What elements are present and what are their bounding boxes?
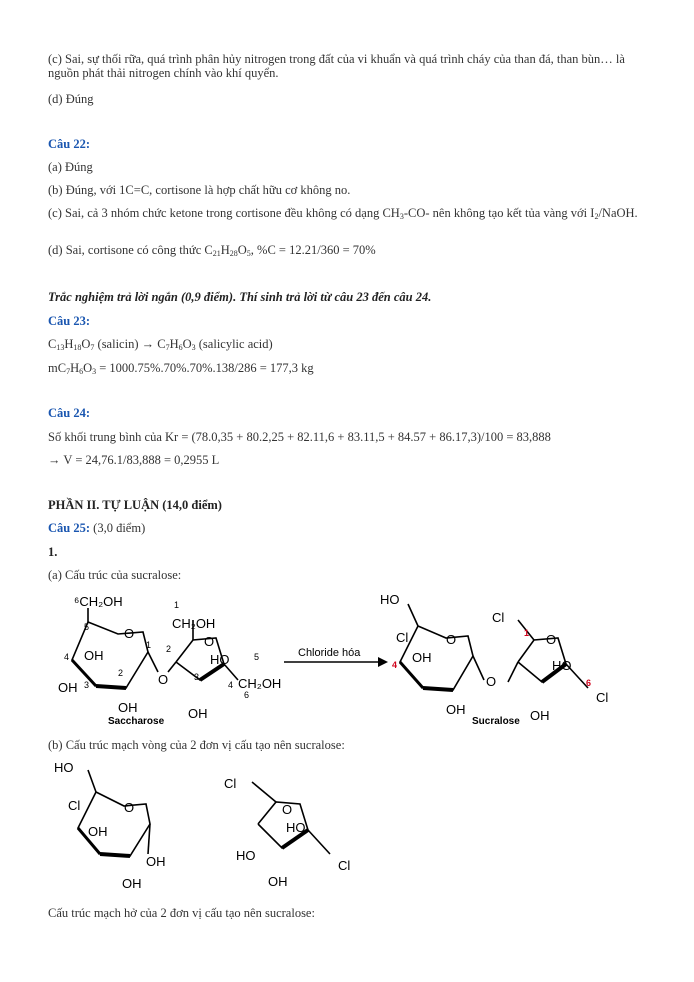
label-fructose-c1: 1 xyxy=(174,600,180,610)
label-c2: 2 xyxy=(118,668,124,678)
saccharose-label: Saccharose xyxy=(108,716,165,727)
sucralose-ring-o2: O xyxy=(546,632,557,647)
label-fructose-c5: 5 xyxy=(254,652,260,662)
saccharose-oh-3: OH xyxy=(58,680,78,695)
caption-sucralose-structure: (a) Cấu trúc của sucralose: xyxy=(48,568,182,582)
unit1-cl: Cl xyxy=(68,798,81,813)
label-fructose-c3: 3 xyxy=(194,672,200,682)
saccharose-c6-ch2oh-right: CH₂OH xyxy=(238,676,282,691)
unit1-oh-1: OH xyxy=(146,854,166,869)
caption-ring-units: (b) Cấu trúc mạch vòng của 2 đơn vị cấu tạo nên sucralose: xyxy=(48,738,345,752)
unit2-ring-o: O xyxy=(282,802,293,817)
saccharose-ring-o2: O xyxy=(204,634,215,649)
part-2-heading: PHẦN II. TỰ LUẬN (14,0 điểm) xyxy=(48,498,222,512)
sucralose-ho: HO xyxy=(552,658,572,673)
saccharose-c6-ch2oh: ⁶CH₂OH xyxy=(74,594,123,609)
unit2-ho: HO xyxy=(286,820,306,835)
question-23-heading: Câu 23: xyxy=(48,314,91,328)
label-fructose-c4: 4 xyxy=(228,680,234,690)
saccharose-oh-2: OH xyxy=(118,700,138,715)
answer-24-volume: → V = 24,76.1/83,888 = 0,2955 L xyxy=(48,453,220,467)
sucralose-oh-3: OH xyxy=(412,650,432,665)
label-c4: 4 xyxy=(64,652,70,662)
ring-units-diagram xyxy=(48,758,388,893)
sucralose-red-1: 1 xyxy=(524,628,530,638)
unit2-cl-1: Cl xyxy=(224,776,237,791)
question-22-heading: Câu 22: xyxy=(48,137,91,151)
sucralose-cl-4: Cl xyxy=(396,630,409,645)
saccharose-oh-4: OH xyxy=(84,648,104,663)
sucralose-label: Sucralose xyxy=(472,716,520,727)
sucralose-bridge-o: O xyxy=(486,674,497,689)
answer-22a: (a) Đúng xyxy=(48,160,93,174)
caption-open-chain: Cấu trúc mạch hở của 2 đơn vị cấu tạo nên sucralose: xyxy=(48,906,315,920)
sucralose-cl-1: Cl xyxy=(492,610,505,625)
saccharose-ho: HO xyxy=(210,652,230,667)
label-c3: 3 xyxy=(84,680,90,690)
unit1-oh-2: OH xyxy=(122,876,142,891)
sucralose-red-4: 4 xyxy=(392,660,398,670)
saccharose-c1-ch2oh: CH₂OH xyxy=(172,616,216,631)
sucralose-cl-6: Cl xyxy=(596,690,609,705)
arrow-label: Chloride hóa xyxy=(298,647,361,659)
answer-24-mass: Số khối trung bình của Kr = (78.0,35 + 80.2,25 + 82.11,6 + 83.11,5 + 84.57 + 86.17,3)/100 = 83,888 xyxy=(48,430,551,444)
question-25-heading: Câu 25: (3,0 điểm) xyxy=(48,521,146,535)
unit1-oh-3: OH xyxy=(88,824,108,839)
label-c1: 1 xyxy=(146,640,152,650)
saccharose-ring-o1: O xyxy=(124,626,135,641)
unit1-ho: HO xyxy=(54,760,74,775)
answer-21c: (c) Sai, sự thối rữa, quá trình phân hủy nitrogen trong đất của vi khuẩn và quá trình cháy của than đá, than bùn… là nguồn phát thải nitrogen chính vào khí quyển. xyxy=(48,52,625,80)
question-24-heading: Câu 24: xyxy=(48,406,91,420)
sucralose-oh-2: OH xyxy=(446,702,466,717)
sucralose-ring-o1: O xyxy=(446,632,457,647)
unit2-cl-6: Cl xyxy=(338,858,351,873)
unit1-ring-o: O xyxy=(124,800,135,815)
item-number-1: 1. xyxy=(48,545,58,559)
answer-21d: (d) Đúng xyxy=(48,92,94,106)
reaction-scheme xyxy=(48,590,648,730)
section-short-answer: Trắc nghiệm trả lời ngắn (0,9 điểm). Thí sinh trả lời từ câu 23 đến câu 24. xyxy=(48,290,432,304)
label-fructose-c2: 2 xyxy=(166,644,172,654)
unit2-ho-left: HO xyxy=(236,848,256,863)
label-c5: 5 xyxy=(84,622,90,632)
saccharose-bridge-o: O xyxy=(158,672,169,687)
answer-22d: (d) Sai, cortisone có công thức $C_{21}H_{28}O_5$, %C = 12.21/360 = 70% xyxy=(48,243,376,258)
sucralose-ho-top: HO xyxy=(380,592,400,607)
answer-23-reaction: $C_{13}H_{18}O_7$ (salicin) → $C_7H_6O_3$ (salicylic acid) xyxy=(48,337,273,352)
sucralose-red-6: 6 xyxy=(586,678,592,688)
saccharose-oh-3-fructose: OH xyxy=(188,706,208,721)
answer-23-mass: $mC_7H_6O_3 = 1000.75\%.70\%.70\%.138/286 = 177,3$ kg xyxy=(48,361,314,376)
unit2-oh: OH xyxy=(268,874,288,889)
label-fructose-c6: 6 xyxy=(244,690,250,700)
sucralose-oh-fructose: OH xyxy=(530,708,550,723)
answer-22c: (c) Sai, cả 3 nhóm chức ketone trong cortisone đều không có dạng $CH_3-CO-$ nên không tạo kết tủa vàng với $I_2$/NaOH. xyxy=(48,206,638,221)
answer-22b: (b) Đúng, với 1C=C, cortisone là hợp chất hữu cơ không no. xyxy=(48,183,351,197)
